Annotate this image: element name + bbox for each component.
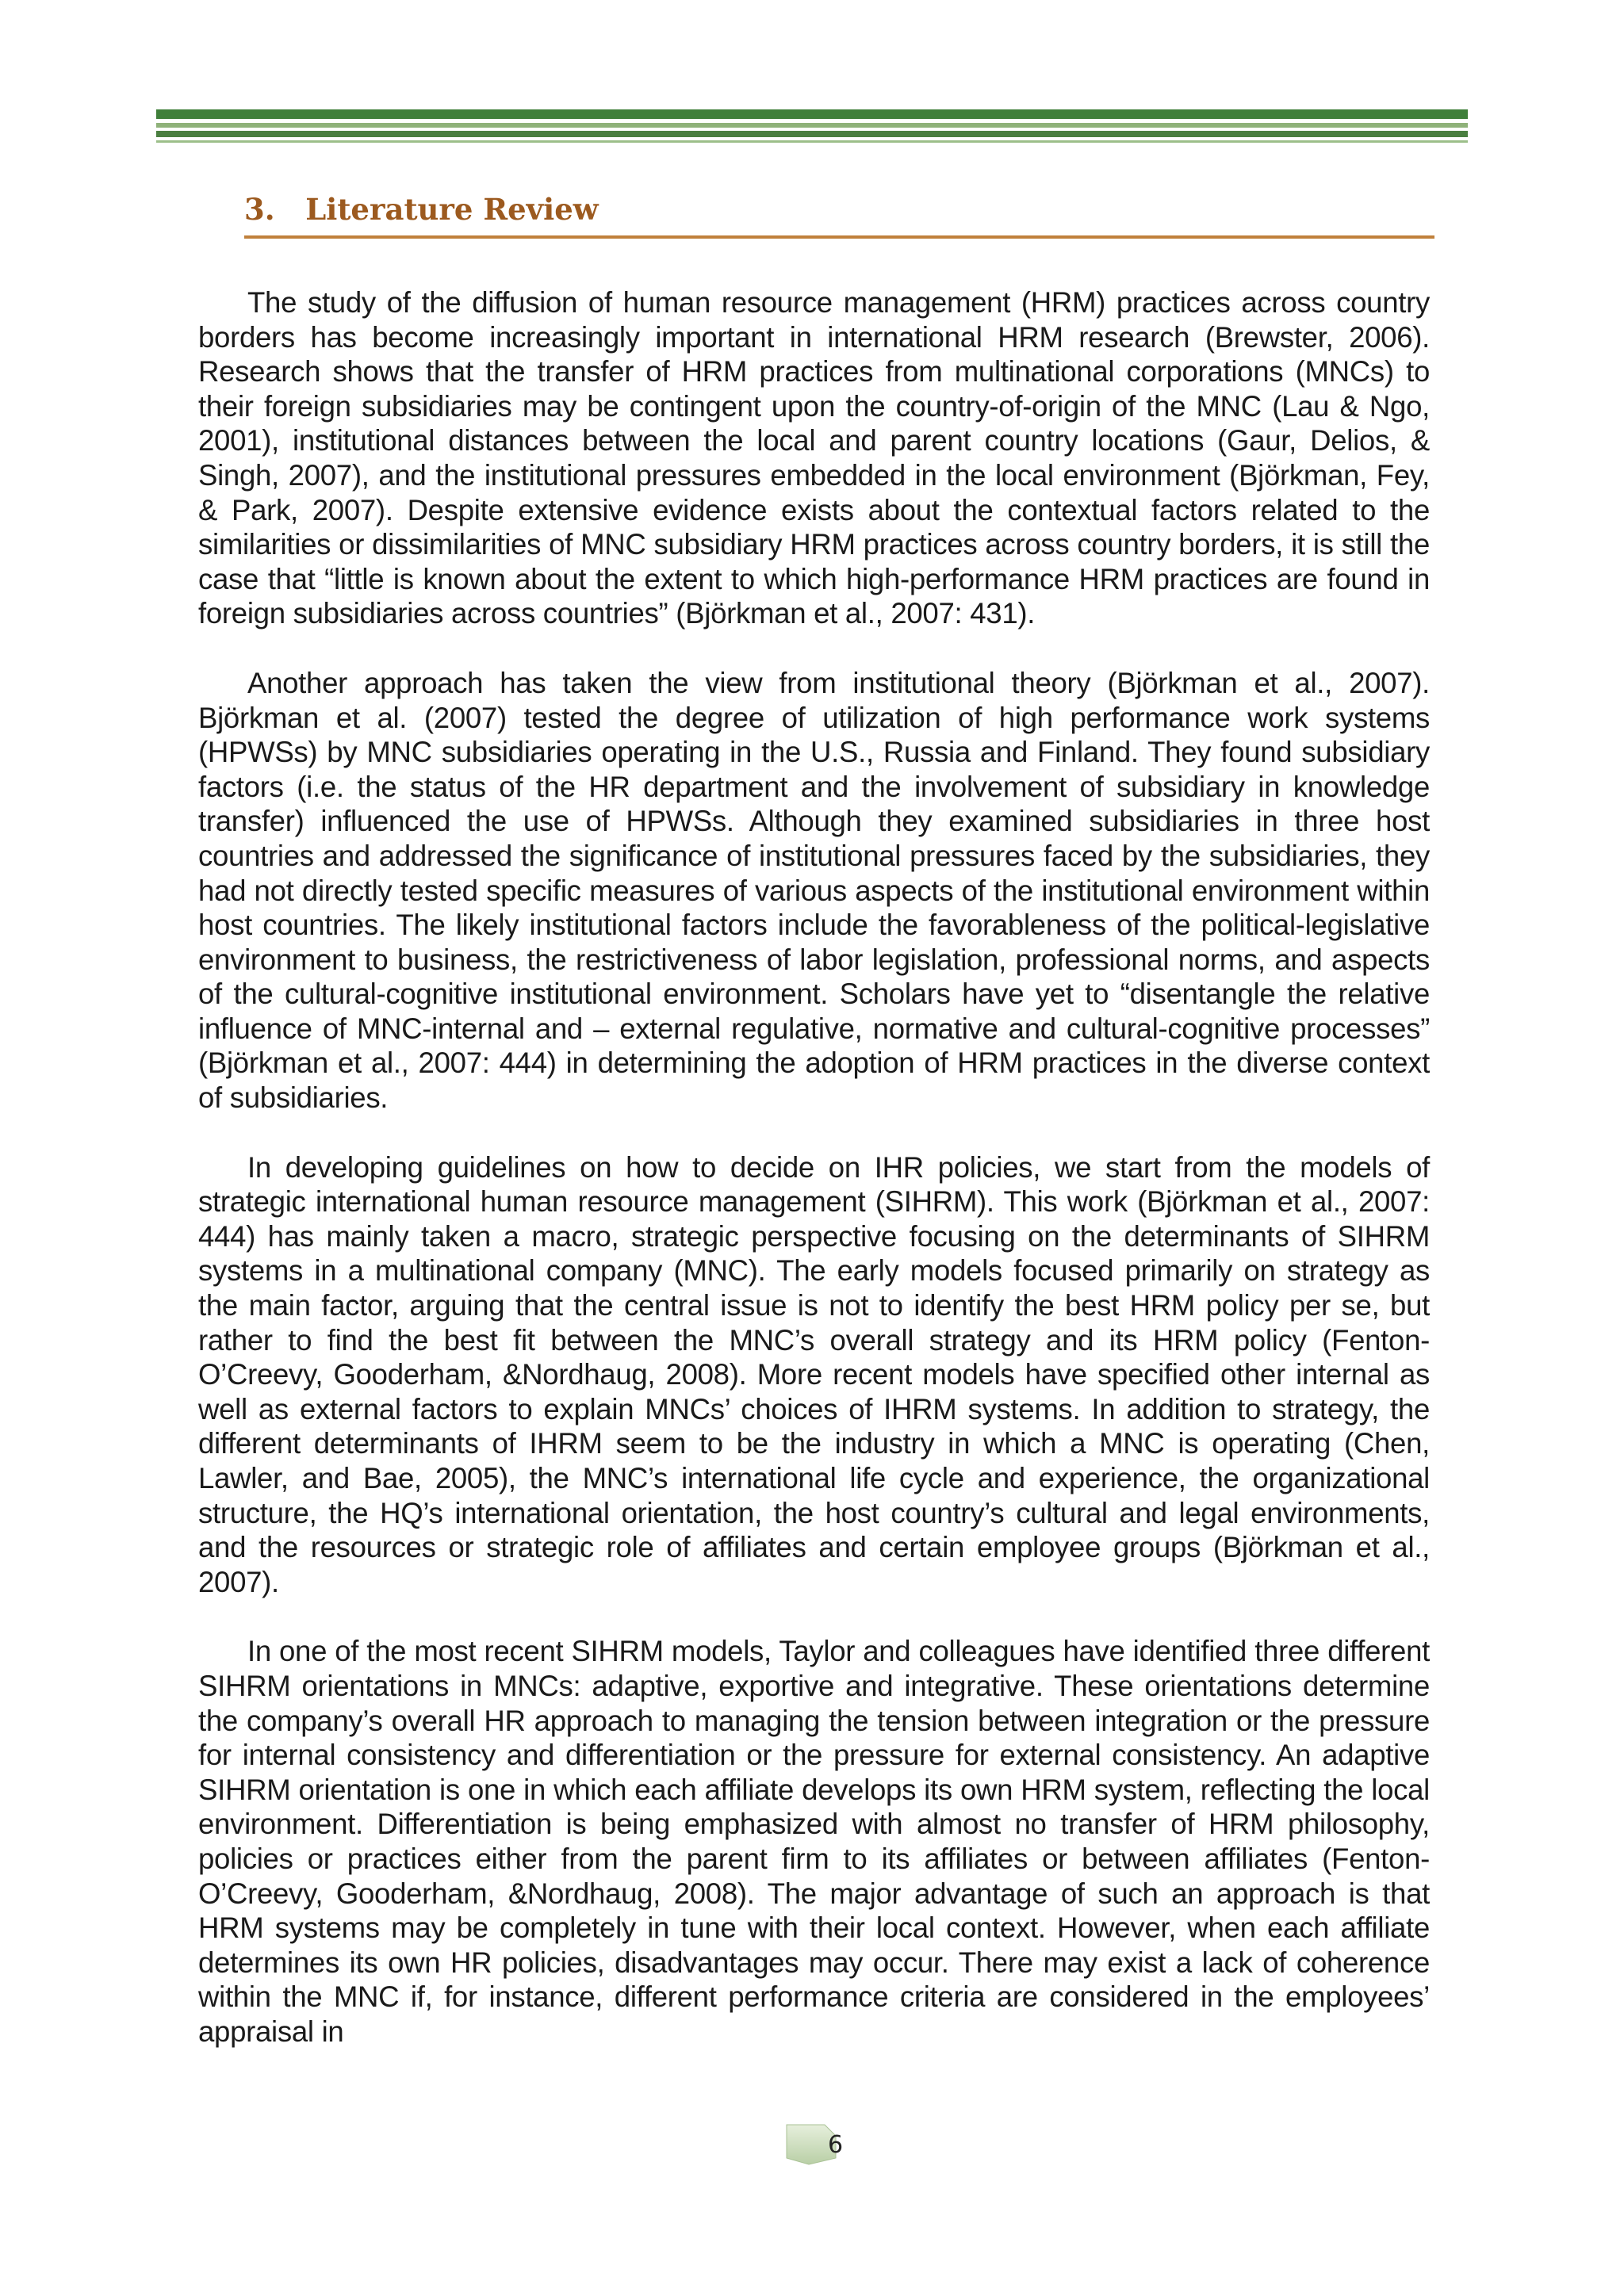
body-text: [198, 285, 1430, 2049]
section-heading: 3. Literature Review: [244, 192, 599, 227]
paragraph-2: Another approach has taken the view from institutional theory (Björkman et al., 2007). Björkman et al. (2007) tested the degree of utilization of high performance work systems (HPWSs) by MNC subsidiaries operating in the U.S., Russia and Finland. They found subsidiary factors (i.e. the status of the HR department and the involvement of subsidiary in knowledge transfer) influenced the use of HPWSs. Although they examined subsidiaries in three host countries and addressed the significance of institutional pressures faced by the subsidiaries, they had not directly tested specific measures of various aspects of the institutional environment within host countries. The likely institutional factors include the favorableness of the political-legislative environment to business, the restrictiveness of labor legislation, professional norms, and aspects of the cultural-cognitive institutional environment. Scholars have yet to “disentangle the relative influence of MNC-internal and – external regulative, normative and cultural-cognitive processes” (Björkman et al., 2007: 444) in determining the adoption of HRM practices in the diverse context of subsidiaries.: [198, 666, 1430, 1115]
header-rule-line-2: [156, 123, 1468, 128]
header-rule-line-4: [156, 140, 1468, 143]
heading-underline: [244, 235, 1434, 239]
header-rule-line-3: [156, 131, 1468, 137]
paragraph-4: In one of the most recent SIHRM models, Taylor and colleagues have identified three different SIHRM orientations in MNCs: adaptive, exportive and integrative. These orientations determine the company’s overall HR approach to managing the tension between integration or the pressure for internal consistency and differentiation or the pressure for external consistency. An adaptive SIHRM orientation is one in which each affiliate develops its own HRM system, reflecting the local environment. Differentiation is being emphasized with almost no transfer of HRM philosophy, policies or practices either from the parent firm to its affiliates or between affiliates (Fenton-O’Creevy, Gooderham, &Nordhaug, 2008). The major advantage of such an approach is that HRM systems may be completely in tune with their local context. However, when each affiliate determines its own HR policies, disadvantages may occur. There may exist a lack of coherence within the MNC if, for instance, different performance criteria are considered in the employees’ appraisal in: [198, 1635, 1430, 2048]
paragraph-3: In developing guidelines on how to decide on IHR policies, we start from the models of strategic international human resource management (SIHRM). This work (Björkman et al., 2007: 444) has mainly taken a macro, strategic perspective focusing on the determinants of SIHRM systems in a multinational company (MNC). The early models focused primarily on strategy as the main factor, arguing that the central issue is not to identify the best HRM policy per se, but rather to find the best fit between the MNC’s overall strategy and its HRM policy (Fenton-O’Creevy, Gooderham, &Nordhaug, 2008). More recent models have specified other internal as well as external factors to explain MNCs’ choices of IHRM systems. In addition to strategy, the different determinants of IHRM seem to be the industry in which a MNC is operating (Chen, Lawler, and Bae, 2005), the MNC’s international life cycle and experience, the organizational structure, the HQ’s international orientation, the host country’s cultural and legal environments, and the resources or strategic role of affiliates and certain employee groups (Björkman et al., 2007).: [198, 1150, 1430, 1598]
paragraph-1: The study of the diffusion of human resource management (HRM) practices across country borders has become increasingly important in international HRM research (Brewster, 2006). Research shows that the transfer of HRM practices from multinational corporations (MNCs) to their foreign subsidiaries may be contingent upon the country-of-origin of the MNC (Lau & Ngo, 2001), institutional distances between the local and parent country locations (Gaur, Delios, & Singh, 2007), and the institutional pressures embedded in the local environment (Björkman, Fey, & Park, 2007). Despite extensive evidence exists about the contextual factors related to the similarities or dissimilarities of MNC subsidiary HRM practices across country borders, it is still the case that “little is known about the extent to which high-performance HRM practices are found in foreign subsidiaries across countries” (Björkman et al., 2007: 431).: [198, 286, 1430, 630]
header-rule-line-1: [156, 109, 1468, 119]
page-number: 6: [828, 2131, 844, 2159]
